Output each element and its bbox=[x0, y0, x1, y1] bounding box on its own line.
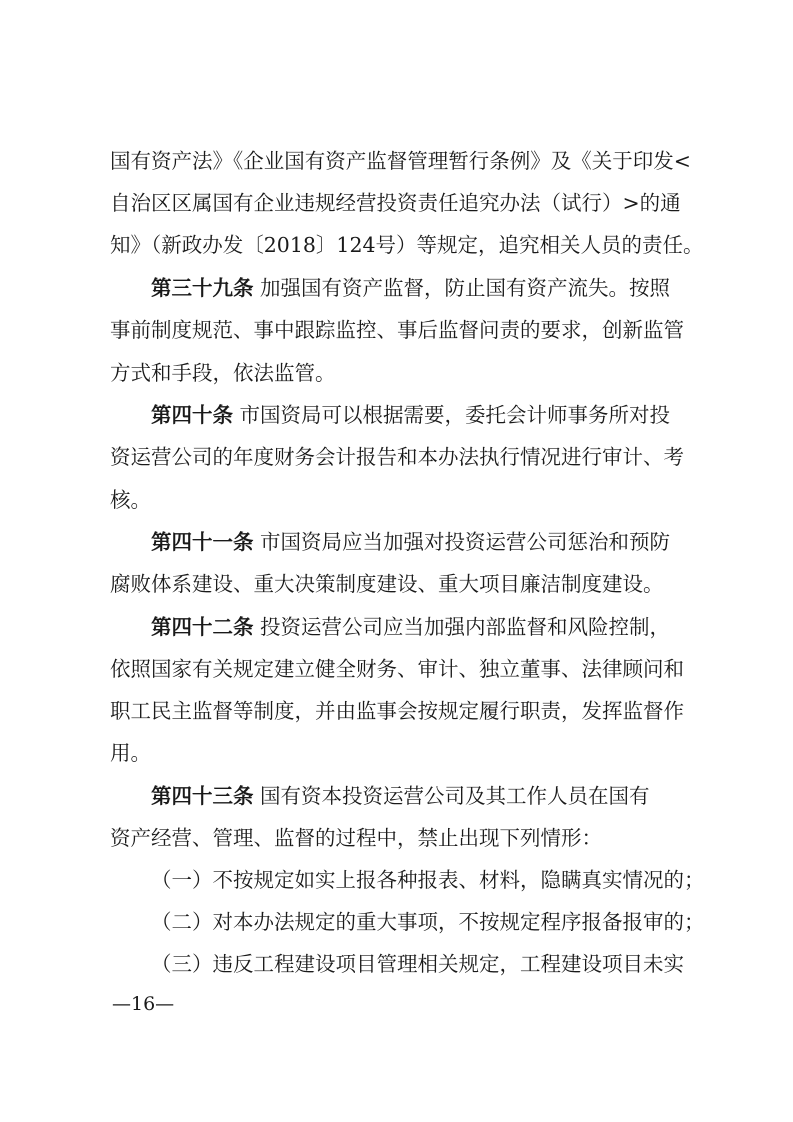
line-text: 资产经营、管理、监督的过程中，禁止出现下列情形： bbox=[110, 826, 602, 850]
text-line-1 bbox=[110, 147, 690, 175]
page-number: —16— bbox=[112, 993, 175, 1015]
article-43-item-2 bbox=[151, 908, 705, 936]
article-41-line-2 bbox=[110, 570, 690, 598]
article-42-line-2 bbox=[110, 655, 690, 683]
article-heading: 第四十三条 bbox=[151, 784, 254, 808]
article-43-item-1 bbox=[151, 866, 705, 894]
article-heading: 第四十一条 bbox=[151, 530, 254, 554]
line-text: 自治区区属国有企业违规经营投资责任追究办法（试行）>的通 bbox=[110, 191, 681, 215]
article-43-item-3 bbox=[151, 950, 690, 978]
text-line-2 bbox=[110, 189, 690, 217]
line-text: 职工民主监督等制度，并由监事会按规定履行职责，发挥监督作 bbox=[110, 699, 684, 723]
line-text: 依照国家有关规定建立健全财务、审计、独立董事、法律顾问和 bbox=[110, 657, 684, 681]
line-text: 投资运营公司应当加强内部监督和风险控制， bbox=[253, 615, 671, 639]
article-42-line-3 bbox=[110, 697, 690, 725]
line-text: 国有资本投资运营公司及其工作人员在国有 bbox=[253, 784, 650, 808]
article-heading: 第四十条 bbox=[151, 403, 233, 427]
line-text: 核。 bbox=[110, 488, 151, 512]
article-43-line-1 bbox=[151, 782, 690, 810]
line-text: 用。 bbox=[110, 741, 151, 765]
line-text: 事前制度规范、事中跟踪监控、事后监督问责的要求，创新监管 bbox=[110, 318, 684, 342]
line-text: 知》（新政办发〔2018〕124号）等规定，追究相关人员的责任。 bbox=[110, 233, 704, 257]
text-line-3 bbox=[110, 231, 704, 259]
line-text: 方式和手段，依法监管。 bbox=[110, 361, 336, 385]
article-40-line-1 bbox=[151, 401, 690, 429]
article-39-line-3 bbox=[110, 359, 690, 387]
article-39-line-2 bbox=[110, 316, 690, 344]
line-text: （一）不按规定如实上报各种报表、材料，隐瞒真实情况的； bbox=[151, 868, 705, 892]
line-text: 腐败体系建设、重大决策制度建设、重大项目廉洁制度建设。 bbox=[110, 572, 664, 596]
line-text: 市国资局应当加强对投资运营公司惩治和预防 bbox=[253, 530, 671, 554]
line-text: 加强国有资产监督，防止国有资产流失。按照 bbox=[253, 276, 671, 300]
article-heading: 第四十二条 bbox=[151, 615, 254, 639]
article-heading: 第三十九条 bbox=[151, 276, 254, 300]
article-40-line-2 bbox=[110, 443, 690, 471]
article-42-line-4 bbox=[110, 739, 690, 767]
article-43-line-2 bbox=[110, 824, 690, 852]
article-41-line-1 bbox=[151, 528, 690, 556]
line-text: 国有资产法》《企业国有资产监督管理暂行条例》及《关于印发< bbox=[110, 149, 691, 173]
article-42-line-1 bbox=[151, 613, 690, 641]
line-text: 市国资局可以根据需要，委托会计师事务所对投 bbox=[233, 403, 671, 427]
line-text: （三）违反工程建设项目管理相关规定，工程建设项目未实 bbox=[151, 952, 684, 976]
article-40-line-3 bbox=[110, 486, 690, 514]
line-text: （二）对本办法规定的重大事项，不按规定程序报备报审的； bbox=[151, 910, 705, 934]
line-text: 资运营公司的年度财务会计报告和本办法执行情况进行审计、考 bbox=[110, 445, 684, 469]
article-39-line-1 bbox=[151, 274, 690, 302]
